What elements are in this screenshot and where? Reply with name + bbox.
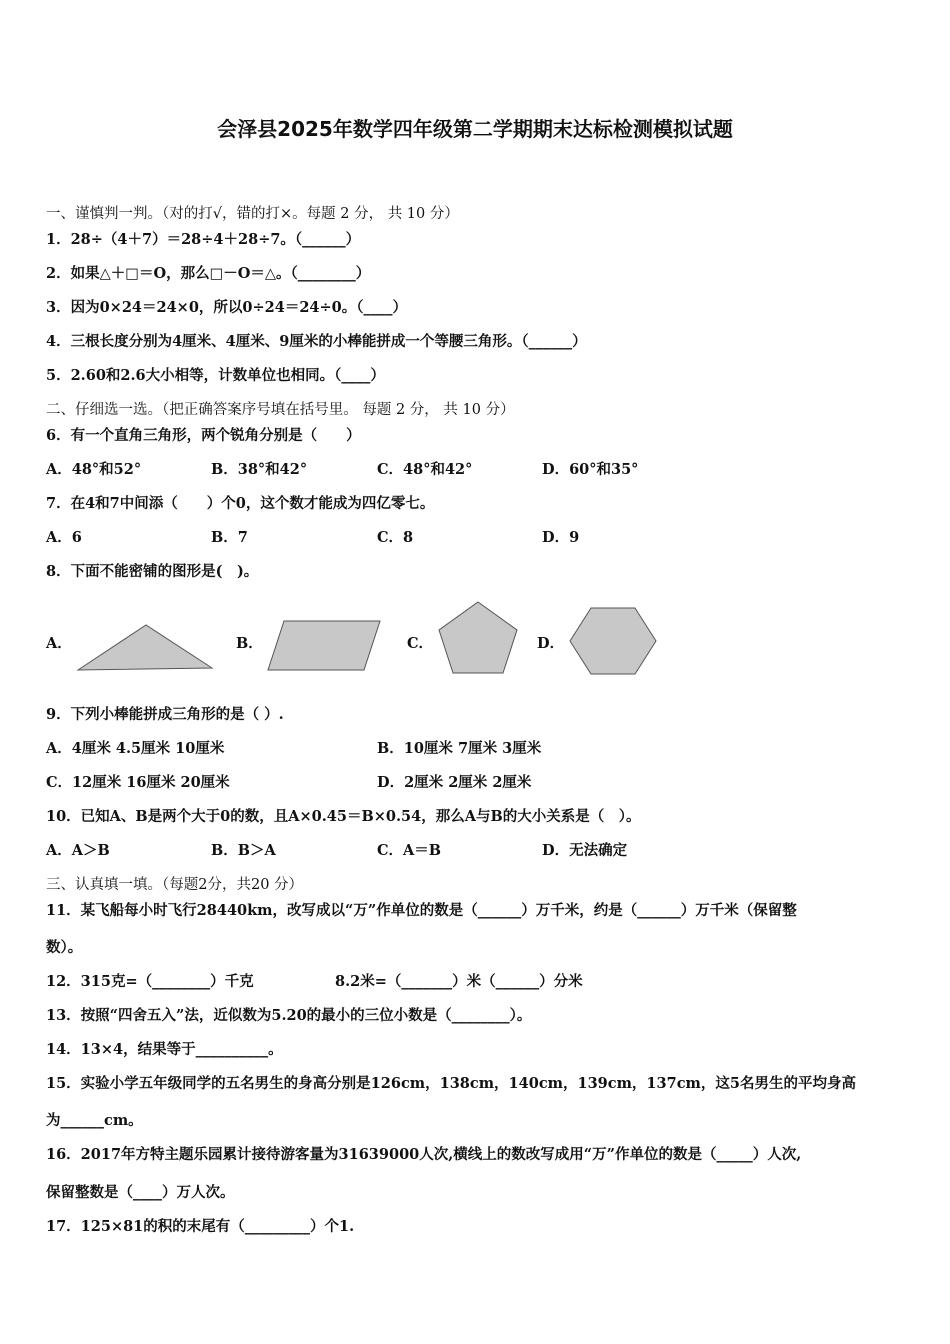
question-15-line-1: 15．实验小学五年级同学的五名男生的身高分别是126cm，138cm，140cm，139cm，137cm，这5名男生的平均身高 (46, 1075, 856, 1092)
question-12-part-b: 8.2米=（_______）米（______）分米 (335, 973, 583, 990)
triangle-shape (76, 622, 216, 674)
section-2-heading: 二、仔细选一选。（把正确答案序号填在括号里。 每题 2 分， 共 10 分） (46, 402, 515, 418)
question-13: 13．按照“四舍五入”法，近似数为5.20的最小的三位小数是（________）。 (46, 1007, 532, 1024)
section-1-heading: 一、谨慎判一判。（对的打√，错的打×。每题 2 分， 共 10 分） (46, 206, 459, 222)
pentagon-shape (436, 600, 520, 676)
question-8: 8．下面不能密铺的图形是( )。 (46, 563, 259, 580)
q8-option-c: C． (407, 635, 434, 652)
q9-option-d: D．2厘米 2厘米 2厘米 (377, 774, 532, 791)
q6-option-a: A．48°和52° (46, 461, 142, 478)
q7-option-d: D．9 (542, 529, 580, 546)
question-16-line-1: 16．2017年方特主题乐园累计接待游客量为31639000人次,横线上的数改写成用“万”作单位的数是（_____）人次, (46, 1146, 802, 1163)
question-7: 7．在4和7中间添（ ）个0，这个数才能成为四亿零七。 (46, 495, 435, 512)
q6-option-c: C．48°和42° (377, 461, 473, 478)
question-15-line-2: 为______cm。 (46, 1112, 143, 1129)
question-11-line-1: 11．某飞船每小时飞行28440km，改写成以“万”作单位的数是（______）万千米，约是（______）万千米（保留整 (46, 902, 797, 919)
q7-option-b: B．7 (211, 529, 248, 546)
question-6: 6．有一个直角三角形，两个锐角分别是（ ） (46, 427, 361, 444)
question-5: 5．2.60和2.6大小相等，计数单位也相同。（____） (46, 367, 385, 384)
q10-option-c: C．A＝B (377, 842, 442, 859)
question-11-line-2: 数）。 (46, 939, 83, 956)
question-4: 4．三根长度分别为4厘米、4厘米、9厘米的小棒能拼成一个等腰三角形。（______） (46, 333, 587, 350)
question-9: 9．下列小棒能拼成三角形的是（ ）. (46, 706, 284, 723)
q6-option-b: B．38°和42° (211, 461, 308, 478)
q9-option-c: C．12厘米 16厘米 20厘米 (46, 774, 230, 791)
q8-option-b: B． (236, 635, 263, 652)
q10-option-b: B．B＞A (211, 842, 276, 859)
q10-option-d: D．无法确定 (542, 842, 628, 859)
q6-option-d: D．60°和35° (542, 461, 639, 478)
q9-option-a: A．4厘米 4.5厘米 10厘米 (46, 740, 225, 757)
q8-option-d: D． (537, 635, 565, 652)
q8-option-a: A． (46, 635, 72, 652)
q9-option-b: B．10厘米 7厘米 3厘米 (377, 740, 542, 757)
q7-option-a: A．6 (46, 529, 82, 546)
page-title: 会泽县2025年数学四年级第二学期期末达标检测模拟试题 (217, 117, 733, 141)
question-12-part-a: 12．315克=（________）千克 (46, 973, 254, 990)
hexagon-shape (567, 605, 659, 677)
q10-option-a: A．A＞B (46, 842, 110, 859)
question-3: 3．因为0×24＝24×0，所以0÷24＝24÷0。（____） (46, 299, 408, 316)
question-10: 10．已知A、B是两个大于0的数，且A×0.45＝B×0.54，那么A与B的大小关系是（ ）。 (46, 808, 641, 825)
question-16-line-2: 保留整数是（____）万人次。 (46, 1184, 235, 1201)
question-17: 17．125×81的积的末尾有（_________）个1. (46, 1218, 355, 1235)
parallelogram-shape (266, 618, 384, 674)
question-14: 14．13×4，结果等于__________。 (46, 1041, 283, 1058)
question-2: 2．如果△＋□＝O，那么□－O＝△。（________） (46, 265, 371, 282)
question-1: 1．28÷（4＋7）＝28÷4＋28÷7。（______） (46, 231, 361, 248)
section-3-heading: 三、认真填一填。（每题2分，共20 分） (46, 877, 304, 893)
q7-option-c: C．8 (377, 529, 414, 546)
